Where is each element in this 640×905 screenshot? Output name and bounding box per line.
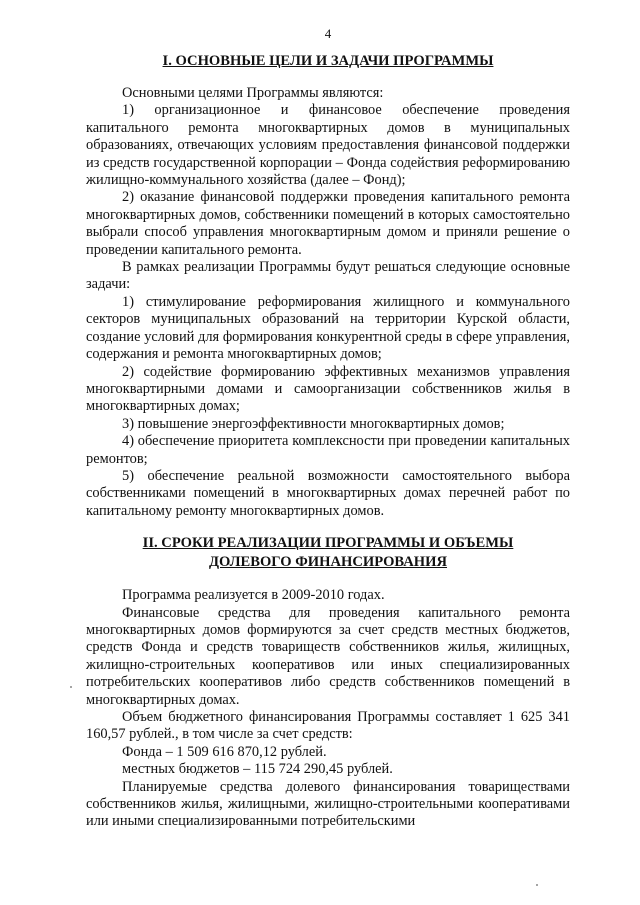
section1-paragraph: 1) организационное и финансовое обеспечение проведения капитального ремонта многоквартирных домов в муниципальных образованиях, отвечающих условиям предоставления финансовой поддержки из средств государственной корпорации – Фонда содействия реформированию жилищно-коммунального хозяйства (далее – Фонд); (86, 102, 570, 189)
section1-paragraph: 3) повышение энергоэффективности многоквартирных домов; (122, 415, 505, 432)
section2-paragraph: Программа реализуется в 2009-2010 годах. (122, 587, 385, 604)
section2-title-line1: II. СРОКИ РЕАЛИЗАЦИИ ПРОГРАММЫ И ОБЪЕМЫ (142, 535, 514, 552)
section2-title-line2: ДОЛЕВОГО ФИНАНСИРОВАНИЯ (208, 554, 448, 571)
section1-paragraph: 5) обеспечение реальной возможности самостоятельного выбора собственниками помещений в многоквартирных домах перечней работ по капитальному ремонту многоквартирных домов. (86, 467, 570, 519)
section1-body (86, 85, 570, 520)
section1-title: I. ОСНОВНЫЕ ЦЕЛИ И ЗАДАЧИ ПРОГРАММЫ (162, 53, 494, 69)
section2-paragraph: Объем бюджетного финансирования Программы составляет 1 625 341 160,57 рублей., в том числе за счет средств: (86, 709, 570, 743)
section1-paragraph: 1) стимулирование реформирования жилищного и коммунального секторов муниципальных образований на территории Курской области, создание условий для формирования конкурентной среды в сфере управления, содержания и ремонта многоквартирных домов; (86, 293, 570, 363)
section1-paragraph: В рамках реализации Программы будут решаться следующие основные задачи: (86, 259, 570, 293)
section2-paragraph: местных бюджетов – 115 724 290,45 рублей. (122, 761, 393, 778)
scan-speck (70, 686, 72, 688)
section2-title (86, 534, 570, 572)
scan-speck (536, 884, 538, 886)
section2-paragraph: Фонда – 1 509 616 870,12 рублей. (122, 743, 327, 760)
section2-paragraph: Планируемые средства долевого финансирования товариществами собственников жилья, жилищными, жилищно-строительными кооперативами или иными специализированными потребительскими (86, 778, 570, 830)
section1-paragraph: 2) оказание финансовой поддержки проведения капитального ремонта многоквартирных домов, собственники помещений в которых самостоятельно выбрали способ управления многоквартирным домом и приняли решение о проведении капитального ремонта. (86, 189, 570, 258)
section1-paragraph: 2) содействие формированию эффективных механизмов управления многоквартирными домами и самоорганизации собственников жилья в многоквартирных домах; (86, 363, 570, 415)
section1-paragraph: Основными целями Программы являются: (122, 85, 384, 101)
section2-body (86, 587, 570, 831)
section1-paragraph: 4) обеспечение приоритета комплексности при проведении капитальных ремонтов; (86, 433, 570, 467)
section2-paragraph: Финансовые средства для проведения капитального ремонта многоквартирных домов формируются за счет средств местных бюджетов, средств Фонда и средств товариществ собственников жилья, жилищных, жилищно-строительных кооперативов или иных специализированных потребительских кооперативов либо средств собственников помещений в многоквартирных домах. (86, 604, 570, 708)
page-number: 4 (324, 26, 332, 41)
